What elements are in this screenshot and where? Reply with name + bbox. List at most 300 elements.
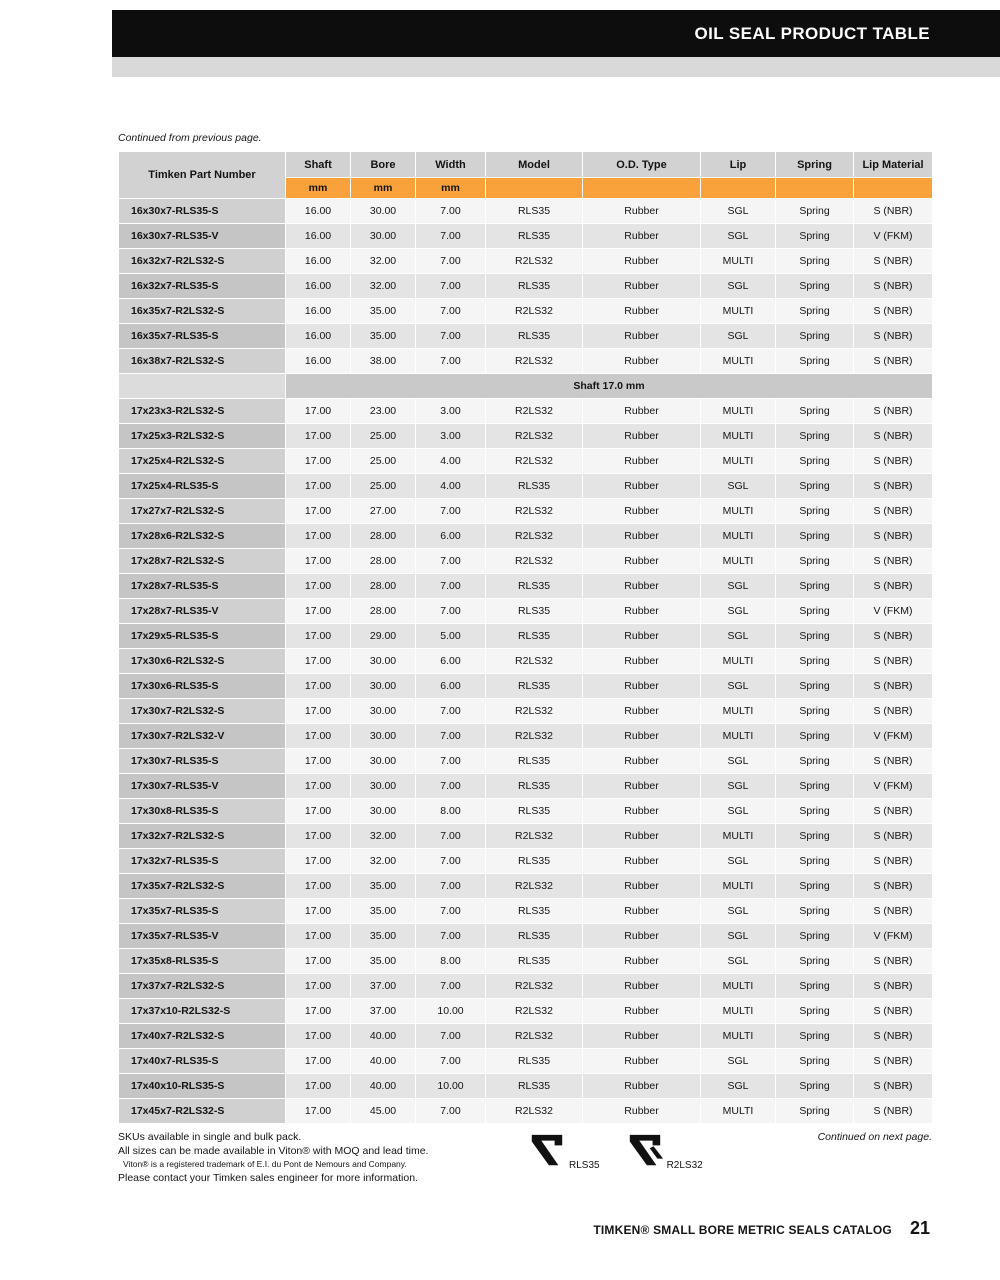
part-number-cell: 17x32x7-RLS35-S bbox=[119, 849, 286, 874]
value-cell: 5.00 bbox=[416, 624, 486, 649]
value-cell: 17.00 bbox=[286, 574, 351, 599]
table-row bbox=[119, 999, 933, 1024]
value-cell: S (NBR) bbox=[854, 274, 933, 299]
value-cell: S (NBR) bbox=[854, 324, 933, 349]
part-number-cell: 16x32x7-R2LS32-S bbox=[119, 249, 286, 274]
value-cell: 28.00 bbox=[351, 524, 416, 549]
value-cell: MULTI bbox=[701, 399, 776, 424]
value-cell: 25.00 bbox=[351, 449, 416, 474]
value-cell: SGL bbox=[701, 799, 776, 824]
part-number-cell: 17x30x7-RLS35-V bbox=[119, 774, 286, 799]
value-cell: SGL bbox=[701, 849, 776, 874]
product-table bbox=[118, 151, 933, 1124]
value-cell: R2LS32 bbox=[486, 1099, 583, 1124]
value-cell: Spring bbox=[776, 224, 854, 249]
table-row bbox=[119, 1074, 933, 1099]
value-cell: 37.00 bbox=[351, 974, 416, 999]
value-cell: RLS35 bbox=[486, 1074, 583, 1099]
value-cell: 17.00 bbox=[286, 949, 351, 974]
value-cell: V (FKM) bbox=[854, 224, 933, 249]
value-cell: MULTI bbox=[701, 499, 776, 524]
value-cell: Rubber bbox=[583, 774, 701, 799]
value-cell: Rubber bbox=[583, 499, 701, 524]
value-cell: R2LS32 bbox=[486, 724, 583, 749]
value-cell: V (FKM) bbox=[854, 774, 933, 799]
value-cell: RLS35 bbox=[486, 774, 583, 799]
value-cell: 30.00 bbox=[351, 649, 416, 674]
part-number-cell: 17x35x7-RLS35-V bbox=[119, 924, 286, 949]
value-cell: Spring bbox=[776, 999, 854, 1024]
value-cell: 23.00 bbox=[351, 399, 416, 424]
value-cell: Spring bbox=[776, 824, 854, 849]
continued-next-note: Continued on next page. bbox=[817, 1131, 932, 1143]
value-cell: 30.00 bbox=[351, 724, 416, 749]
value-cell: R2LS32 bbox=[486, 499, 583, 524]
value-cell: MULTI bbox=[701, 424, 776, 449]
value-cell: 17.00 bbox=[286, 549, 351, 574]
table-row bbox=[119, 924, 933, 949]
table-row bbox=[119, 949, 933, 974]
value-cell: Spring bbox=[776, 624, 854, 649]
table-row bbox=[119, 574, 933, 599]
value-cell: 28.00 bbox=[351, 574, 416, 599]
value-cell: 7.00 bbox=[416, 549, 486, 574]
value-cell: SGL bbox=[701, 574, 776, 599]
value-cell: S (NBR) bbox=[854, 1024, 933, 1049]
value-cell: 32.00 bbox=[351, 849, 416, 874]
value-cell: 30.00 bbox=[351, 749, 416, 774]
value-cell: R2LS32 bbox=[486, 699, 583, 724]
part-number-cell: 17x32x7-R2LS32-S bbox=[119, 824, 286, 849]
value-cell: 7.00 bbox=[416, 324, 486, 349]
value-cell: MULTI bbox=[701, 349, 776, 374]
table-row bbox=[119, 199, 933, 224]
value-cell: Spring bbox=[776, 699, 854, 724]
value-cell: S (NBR) bbox=[854, 899, 933, 924]
value-cell: Rubber bbox=[583, 749, 701, 774]
value-cell: 10.00 bbox=[416, 1074, 486, 1099]
value-cell: 17.00 bbox=[286, 724, 351, 749]
value-cell: S (NBR) bbox=[854, 474, 933, 499]
value-cell: Spring bbox=[776, 924, 854, 949]
value-cell: Spring bbox=[776, 874, 854, 899]
value-cell: Rubber bbox=[583, 974, 701, 999]
value-cell: Spring bbox=[776, 349, 854, 374]
value-cell: 16.00 bbox=[286, 199, 351, 224]
value-cell: 17.00 bbox=[286, 699, 351, 724]
value-cell: RLS35 bbox=[486, 799, 583, 824]
part-number-cell: 17x27x7-R2LS32-S bbox=[119, 499, 286, 524]
table-row bbox=[119, 749, 933, 774]
value-cell: 30.00 bbox=[351, 674, 416, 699]
part-number-cell: 17x45x7-R2LS32-S bbox=[119, 1099, 286, 1124]
value-cell: S (NBR) bbox=[854, 649, 933, 674]
value-cell: 17.00 bbox=[286, 424, 351, 449]
value-cell: RLS35 bbox=[486, 849, 583, 874]
value-cell: Spring bbox=[776, 1024, 854, 1049]
value-cell: Rubber bbox=[583, 1074, 701, 1099]
value-cell: Rubber bbox=[583, 524, 701, 549]
value-cell: 17.00 bbox=[286, 874, 351, 899]
value-cell: RLS35 bbox=[486, 924, 583, 949]
r2ls32-seal-cross-section-icon bbox=[626, 1133, 664, 1171]
col-header-part-number: Timken Part Number bbox=[119, 152, 286, 199]
rls35-seal-cross-section-icon bbox=[528, 1133, 566, 1171]
value-cell: R2LS32 bbox=[486, 524, 583, 549]
value-cell: RLS35 bbox=[486, 599, 583, 624]
value-cell: S (NBR) bbox=[854, 574, 933, 599]
col-header-lip-material: Lip Material bbox=[854, 152, 933, 178]
value-cell: Spring bbox=[776, 549, 854, 574]
product-table-body bbox=[119, 199, 933, 1124]
value-cell: 17.00 bbox=[286, 799, 351, 824]
value-cell: Spring bbox=[776, 974, 854, 999]
value-cell: 32.00 bbox=[351, 824, 416, 849]
table-row bbox=[119, 899, 933, 924]
value-cell: 7.00 bbox=[416, 774, 486, 799]
value-cell: MULTI bbox=[701, 449, 776, 474]
value-cell: 4.00 bbox=[416, 449, 486, 474]
table-row bbox=[119, 874, 933, 899]
value-cell: SGL bbox=[701, 899, 776, 924]
value-cell: 28.00 bbox=[351, 549, 416, 574]
value-cell: 17.00 bbox=[286, 399, 351, 424]
value-cell: 17.00 bbox=[286, 1049, 351, 1074]
value-cell: Rubber bbox=[583, 399, 701, 424]
value-cell: Spring bbox=[776, 324, 854, 349]
value-cell: R2LS32 bbox=[486, 399, 583, 424]
value-cell: S (NBR) bbox=[854, 549, 933, 574]
value-cell: R2LS32 bbox=[486, 649, 583, 674]
value-cell: 30.00 bbox=[351, 199, 416, 224]
value-cell: 17.00 bbox=[286, 624, 351, 649]
value-cell: Rubber bbox=[583, 574, 701, 599]
value-cell: MULTI bbox=[701, 299, 776, 324]
value-cell: Spring bbox=[776, 474, 854, 499]
value-cell: MULTI bbox=[701, 1024, 776, 1049]
value-cell: Rubber bbox=[583, 224, 701, 249]
table-row bbox=[119, 1049, 933, 1074]
part-number-cell: 16x30x7-RLS35-S bbox=[119, 199, 286, 224]
table-row bbox=[119, 299, 933, 324]
value-cell: SGL bbox=[701, 1074, 776, 1099]
value-cell: 17.00 bbox=[286, 474, 351, 499]
value-cell: 7.00 bbox=[416, 499, 486, 524]
value-cell: S (NBR) bbox=[854, 499, 933, 524]
value-cell: S (NBR) bbox=[854, 424, 933, 449]
col-header-width: Width bbox=[416, 152, 486, 178]
value-cell: 17.00 bbox=[286, 599, 351, 624]
value-cell: R2LS32 bbox=[486, 424, 583, 449]
note-line: All sizes can be made available in Viton® with MOQ and lead time. bbox=[118, 1144, 429, 1157]
value-cell: S (NBR) bbox=[854, 524, 933, 549]
value-cell: 7.00 bbox=[416, 824, 486, 849]
value-cell: 7.00 bbox=[416, 199, 486, 224]
part-number-cell: 16x35x7-R2LS32-S bbox=[119, 299, 286, 324]
value-cell: Rubber bbox=[583, 549, 701, 574]
shaft-section-blank-cell bbox=[119, 374, 286, 399]
value-cell: SGL bbox=[701, 949, 776, 974]
value-cell: 7.00 bbox=[416, 749, 486, 774]
col-header-od-type: O.D. Type bbox=[583, 152, 701, 178]
unit-cell bbox=[701, 178, 776, 199]
unit-cell bbox=[486, 178, 583, 199]
table-row bbox=[119, 824, 933, 849]
value-cell: 16.00 bbox=[286, 249, 351, 274]
value-cell: Spring bbox=[776, 1099, 854, 1124]
value-cell: 6.00 bbox=[416, 674, 486, 699]
value-cell: 30.00 bbox=[351, 799, 416, 824]
value-cell: MULTI bbox=[701, 974, 776, 999]
value-cell: 7.00 bbox=[416, 724, 486, 749]
table-row bbox=[119, 549, 933, 574]
table-row bbox=[119, 324, 933, 349]
value-cell: Rubber bbox=[583, 724, 701, 749]
value-cell: 38.00 bbox=[351, 349, 416, 374]
page-title: OIL SEAL PRODUCT TABLE bbox=[694, 23, 930, 43]
part-number-cell: 16x30x7-RLS35-V bbox=[119, 224, 286, 249]
value-cell: 30.00 bbox=[351, 224, 416, 249]
value-cell: 17.00 bbox=[286, 999, 351, 1024]
value-cell: 8.00 bbox=[416, 949, 486, 974]
value-cell: Rubber bbox=[583, 649, 701, 674]
value-cell: RLS35 bbox=[486, 949, 583, 974]
value-cell: SGL bbox=[701, 599, 776, 624]
part-number-cell: 17x28x7-R2LS32-S bbox=[119, 549, 286, 574]
value-cell: MULTI bbox=[701, 649, 776, 674]
page-content bbox=[118, 132, 932, 1211]
value-cell: S (NBR) bbox=[854, 399, 933, 424]
value-cell: S (NBR) bbox=[854, 349, 933, 374]
part-number-cell: 17x30x7-R2LS32-S bbox=[119, 699, 286, 724]
value-cell: 7.00 bbox=[416, 249, 486, 274]
table-row bbox=[119, 774, 933, 799]
value-cell: RLS35 bbox=[486, 224, 583, 249]
value-cell: S (NBR) bbox=[854, 749, 933, 774]
value-cell: 7.00 bbox=[416, 699, 486, 724]
value-cell: S (NBR) bbox=[854, 999, 933, 1024]
value-cell: 30.00 bbox=[351, 774, 416, 799]
value-cell: Spring bbox=[776, 649, 854, 674]
value-cell: Rubber bbox=[583, 424, 701, 449]
value-cell: MULTI bbox=[701, 249, 776, 274]
value-cell: Rubber bbox=[583, 324, 701, 349]
shaft-section-row bbox=[119, 374, 933, 399]
part-number-cell: 17x28x7-RLS35-V bbox=[119, 599, 286, 624]
unit-cell bbox=[854, 178, 933, 199]
table-row bbox=[119, 1099, 933, 1124]
value-cell: 17.00 bbox=[286, 974, 351, 999]
note-line-trademark: Viton® is a registered trademark of E.I. du Pont de Nemours and Company. bbox=[123, 1159, 407, 1169]
value-cell: 17.00 bbox=[286, 524, 351, 549]
part-number-cell: 17x30x6-RLS35-S bbox=[119, 674, 286, 699]
table-row bbox=[119, 524, 933, 549]
part-number-cell: 17x25x4-R2LS32-S bbox=[119, 449, 286, 474]
value-cell: 17.00 bbox=[286, 824, 351, 849]
shaft-section-label: Shaft 17.0 mm bbox=[286, 374, 933, 399]
value-cell: S (NBR) bbox=[854, 1074, 933, 1099]
part-number-cell: 16x35x7-RLS35-S bbox=[119, 324, 286, 349]
value-cell: Rubber bbox=[583, 799, 701, 824]
value-cell: 7.00 bbox=[416, 899, 486, 924]
table-header-row bbox=[119, 152, 933, 178]
part-number-cell: 17x35x7-RLS35-S bbox=[119, 899, 286, 924]
value-cell: Rubber bbox=[583, 624, 701, 649]
value-cell: RLS35 bbox=[486, 199, 583, 224]
value-cell: 35.00 bbox=[351, 299, 416, 324]
table-row bbox=[119, 624, 933, 649]
unit-cell: mm bbox=[416, 178, 486, 199]
value-cell: Spring bbox=[776, 749, 854, 774]
unit-cell: mm bbox=[286, 178, 351, 199]
value-cell: Rubber bbox=[583, 1049, 701, 1074]
table-row bbox=[119, 599, 933, 624]
value-cell: S (NBR) bbox=[854, 699, 933, 724]
value-cell: S (NBR) bbox=[854, 674, 933, 699]
value-cell: RLS35 bbox=[486, 474, 583, 499]
seal-legend bbox=[528, 1133, 703, 1171]
value-cell: S (NBR) bbox=[854, 874, 933, 899]
value-cell: MULTI bbox=[701, 524, 776, 549]
value-cell: Rubber bbox=[583, 924, 701, 949]
value-cell: 17.00 bbox=[286, 774, 351, 799]
col-header-shaft: Shaft bbox=[286, 152, 351, 178]
value-cell: R2LS32 bbox=[486, 299, 583, 324]
page-number: 21 bbox=[909, 1218, 930, 1238]
table-row bbox=[119, 699, 933, 724]
part-number-cell: 17x30x7-RLS35-S bbox=[119, 749, 286, 774]
value-cell: MULTI bbox=[701, 549, 776, 574]
value-cell: V (FKM) bbox=[854, 599, 933, 624]
value-cell: R2LS32 bbox=[486, 874, 583, 899]
value-cell: S (NBR) bbox=[854, 849, 933, 874]
value-cell: SGL bbox=[701, 924, 776, 949]
value-cell: S (NBR) bbox=[854, 974, 933, 999]
part-number-cell: 17x37x10-R2LS32-S bbox=[119, 999, 286, 1024]
value-cell: 40.00 bbox=[351, 1049, 416, 1074]
value-cell: RLS35 bbox=[486, 899, 583, 924]
part-number-cell: 17x29x5-RLS35-S bbox=[119, 624, 286, 649]
table-row bbox=[119, 674, 933, 699]
part-number-cell: 17x30x8-RLS35-S bbox=[119, 799, 286, 824]
table-row bbox=[119, 649, 933, 674]
value-cell: 7.00 bbox=[416, 274, 486, 299]
value-cell: SGL bbox=[701, 749, 776, 774]
value-cell: 6.00 bbox=[416, 649, 486, 674]
value-cell: RLS35 bbox=[486, 1049, 583, 1074]
value-cell: Rubber bbox=[583, 999, 701, 1024]
value-cell: S (NBR) bbox=[854, 799, 933, 824]
page-header-bar bbox=[112, 10, 1000, 57]
value-cell: Spring bbox=[776, 199, 854, 224]
value-cell: Rubber bbox=[583, 949, 701, 974]
value-cell: SGL bbox=[701, 224, 776, 249]
table-row bbox=[119, 474, 933, 499]
value-cell: S (NBR) bbox=[854, 199, 933, 224]
part-number-cell: 17x28x6-R2LS32-S bbox=[119, 524, 286, 549]
value-cell: RLS35 bbox=[486, 749, 583, 774]
value-cell: Rubber bbox=[583, 274, 701, 299]
value-cell: 29.00 bbox=[351, 624, 416, 649]
value-cell: 17.00 bbox=[286, 924, 351, 949]
part-number-cell: 16x38x7-R2LS32-S bbox=[119, 349, 286, 374]
value-cell: 30.00 bbox=[351, 699, 416, 724]
continued-from-note: Continued from previous page. bbox=[118, 132, 262, 144]
value-cell: Rubber bbox=[583, 849, 701, 874]
value-cell: RLS35 bbox=[486, 624, 583, 649]
value-cell: Spring bbox=[776, 399, 854, 424]
value-cell: 7.00 bbox=[416, 924, 486, 949]
value-cell: 17.00 bbox=[286, 849, 351, 874]
value-cell: 32.00 bbox=[351, 274, 416, 299]
value-cell: R2LS32 bbox=[486, 349, 583, 374]
value-cell: Rubber bbox=[583, 349, 701, 374]
value-cell: MULTI bbox=[701, 874, 776, 899]
value-cell: Spring bbox=[776, 799, 854, 824]
value-cell: SGL bbox=[701, 674, 776, 699]
value-cell: 7.00 bbox=[416, 224, 486, 249]
value-cell: R2LS32 bbox=[486, 449, 583, 474]
value-cell: 17.00 bbox=[286, 1024, 351, 1049]
value-cell: S (NBR) bbox=[854, 949, 933, 974]
value-cell: 10.00 bbox=[416, 999, 486, 1024]
value-cell: MULTI bbox=[701, 699, 776, 724]
value-cell: Rubber bbox=[583, 299, 701, 324]
value-cell: Rubber bbox=[583, 249, 701, 274]
value-cell: 40.00 bbox=[351, 1074, 416, 1099]
value-cell: Rubber bbox=[583, 474, 701, 499]
value-cell: 7.00 bbox=[416, 849, 486, 874]
value-cell: R2LS32 bbox=[486, 1024, 583, 1049]
legend-item-rls35 bbox=[528, 1133, 600, 1171]
footer-notes bbox=[118, 1131, 932, 1185]
value-cell: Spring bbox=[776, 424, 854, 449]
value-cell: Spring bbox=[776, 949, 854, 974]
table-row bbox=[119, 974, 933, 999]
value-cell: Spring bbox=[776, 599, 854, 624]
value-cell: 35.00 bbox=[351, 874, 416, 899]
value-cell: RLS35 bbox=[486, 674, 583, 699]
value-cell: S (NBR) bbox=[854, 1049, 933, 1074]
value-cell: SGL bbox=[701, 1049, 776, 1074]
value-cell: Rubber bbox=[583, 1024, 701, 1049]
value-cell: 7.00 bbox=[416, 1099, 486, 1124]
part-number-cell: 17x35x7-R2LS32-S bbox=[119, 874, 286, 899]
unit-cell bbox=[583, 178, 701, 199]
table-row bbox=[119, 449, 933, 474]
value-cell: Rubber bbox=[583, 699, 701, 724]
table-row bbox=[119, 724, 933, 749]
value-cell: Spring bbox=[776, 724, 854, 749]
value-cell: 28.00 bbox=[351, 599, 416, 624]
value-cell: RLS35 bbox=[486, 574, 583, 599]
value-cell: 16.00 bbox=[286, 324, 351, 349]
value-cell: V (FKM) bbox=[854, 724, 933, 749]
value-cell: 16.00 bbox=[286, 349, 351, 374]
value-cell: Spring bbox=[776, 524, 854, 549]
part-number-cell: 17x35x8-RLS35-S bbox=[119, 949, 286, 974]
value-cell: 7.00 bbox=[416, 299, 486, 324]
value-cell: 37.00 bbox=[351, 999, 416, 1024]
value-cell: 6.00 bbox=[416, 524, 486, 549]
value-cell: 3.00 bbox=[416, 424, 486, 449]
value-cell: 17.00 bbox=[286, 1074, 351, 1099]
part-number-cell: 17x25x3-R2LS32-S bbox=[119, 424, 286, 449]
value-cell: MULTI bbox=[701, 824, 776, 849]
value-cell: 35.00 bbox=[351, 324, 416, 349]
value-cell: Rubber bbox=[583, 199, 701, 224]
table-row bbox=[119, 274, 933, 299]
